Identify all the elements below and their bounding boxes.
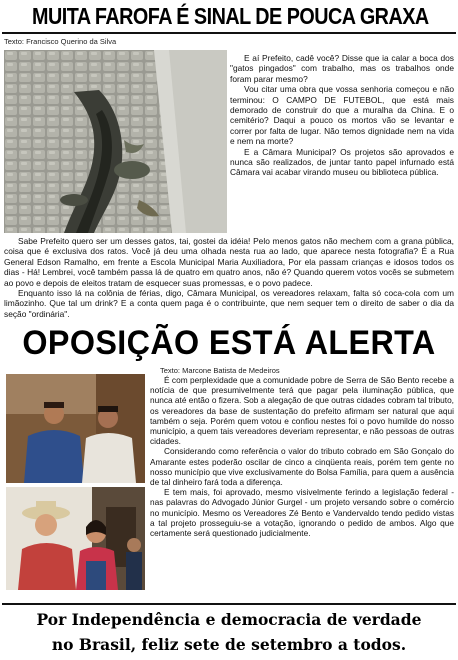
article-top-full (4, 236, 454, 319)
article-mid-paragraph: Considerando como referência o valor do tributo cobrado em São Gonçalo do Amarante estes poderão oscilar de cinco a cinqüenta reais, porém tem gente no nosso município que vive exclusivamente do Bolsa Família, para quem a ausência de tal dinheiro fará toda a diferença. (150, 446, 454, 488)
article-mid-paragraph: É com perplexidade que a comunidade pobre de Serra de São Bento recebe a notícia de que presumivelmente terá que pagar pela iluminação pública, que nunca até então o fizera. Sob a alegação de que outras cidades cobram tal tributo, os vereadores da base de sustentação do prefeito afirmam ser natural que aqui também o seja. Porém quem votou e confiou nestes foi o povo humilde do nosso município, a quem tais vereadores deveriam representar, e não pessoas de outras cidades. (150, 375, 454, 447)
divider-top (2, 32, 456, 34)
photo-man-woman (6, 487, 145, 590)
footer-line: Por Independência e democracia de verdade (36, 610, 422, 629)
divider-footer (2, 603, 456, 605)
article-top-paragraph: E a Câmara Municipal? Os projetos são aprovados e nunca são realizados, de juntar tanto papel infurnado está Câmara vai acabar virando museu ou biblioteca pública. (230, 146, 454, 178)
article-top-paragraph: Enquanto isso lá na colônia de férias, digo, Câmara Municipal, os vereadores relaxam, falta só coca-cola com um limãozinho. Que tal um drink? E a conta quem paga é o contribuinte, que nem sequer tem o direito de saber o dia da seção "ordinária". (4, 288, 454, 319)
footer-line: no Brasil, feliz sete de setembro a todos. (51, 635, 407, 654)
article-top-paragraph: Vou citar uma obra que vossa senhoria começou e não terminou: O CAMPO DE FUTEBOL, que está mais demorado de construir do que a muralha da China. E o cemitério? Daqui a pouco os mortos vão se levantar e correr por falta de lugar. Não temos dignidade nem na vida e nem na morte? (230, 84, 454, 147)
street-photo (4, 50, 227, 233)
footer-message (0, 607, 458, 657)
headline-top: MUITA FAROFA É SINAL DE POUCA GRAXA (32, 3, 429, 29)
article-mid-column (150, 375, 454, 538)
byline-mid: Texto: Marcone Batista de Medeiros (160, 366, 280, 375)
article-top-paragraph: Sabe Prefeito quero ser um desses gatos, tai, gostei da idéia! Pelo menos gatos não mechem com a grana pública, coisa que é exclusiva dos ratos. Você já deu uma olhada nesta rua ao lado, que aparece nesta fotografia? É a Rua General Edson Ramalho, em frente a Escola Municipal Maria Auxiliadora, Por ela passam crianças e idosos todos os dias - Há! Lembrei, você também passa lá de quatro em quatro anos, não é? Quando querem votos vocês se submetem ao povo e depois de eleitos tratam de esquecer suas promessas, e o povo padece. (4, 236, 454, 288)
article-mid-paragraph: E tem mais, foi aprovado, mesmo visivelmente ferindo a legislação federal - nas palavras do Advogado Júnior Gurgel - um projeto versando sobre o comércio no município. Mesmo os Vereadores Zé Bento e Vandervaldo tendo pedido vistas a tal projeto prosseguiu-se a votação, ignorando o pedido de ambos. Algo que certamente será questionado judicialmente. (150, 487, 454, 539)
article-top-column (230, 53, 454, 178)
headline-mid: OPOSIÇÃO ESTÁ ALERTA (22, 324, 436, 362)
photo-two-men (6, 374, 145, 483)
article-top-paragraph: E aí Prefeito, cadê você? Disse que ia calar a boca dos "gatos pingados" com trabalho, mas os trabalhos onde foram parar mesmo? (230, 53, 454, 84)
byline-top: Texto: Francisco Querino da Silva (4, 37, 117, 46)
